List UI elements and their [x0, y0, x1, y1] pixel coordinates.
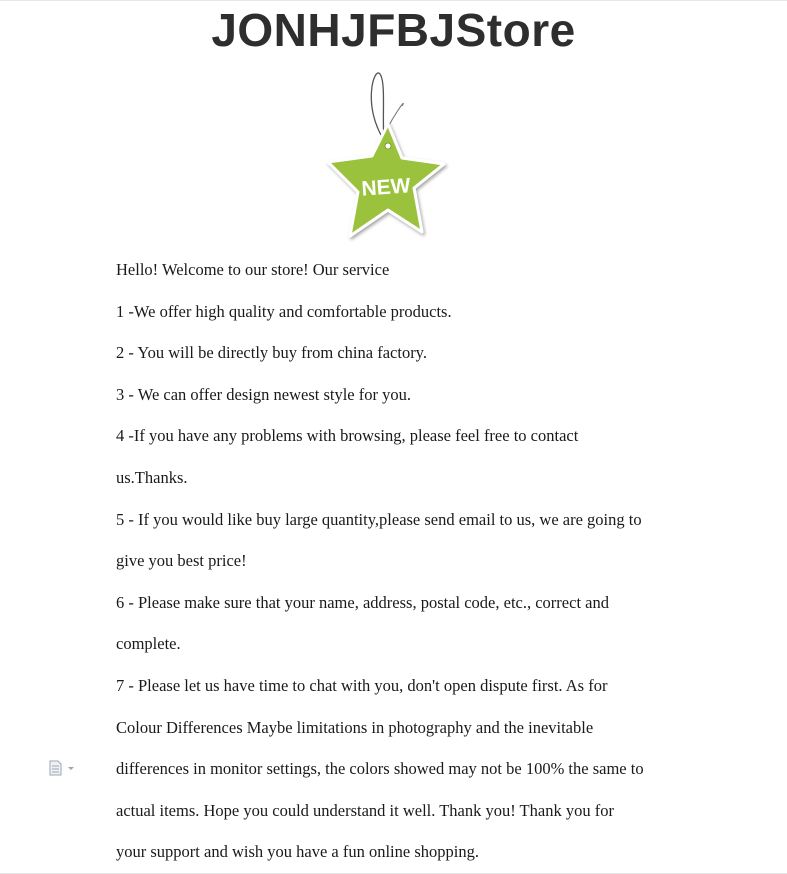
store-title: JONHJFBJStore [211, 4, 576, 56]
text-line: give you best price! [116, 551, 247, 571]
text-line: complete. [116, 634, 181, 654]
document-dropdown-icon[interactable] [49, 760, 79, 776]
text-line: differences in monitor settings, the colors showed may not be 100% the same to [116, 759, 644, 779]
text-line: 4 -If you have any problems with browsing, please feel free to contact [116, 426, 579, 446]
text-line: us.Thanks. [116, 467, 188, 487]
new-star-tag-icon [322, 66, 454, 246]
top-border [0, 0, 787, 1]
text-line: 3 - We can offer design newest style for you. [116, 384, 411, 404]
text-line: actual items. Hope you could understand it well. Thank you! Thank you for [116, 800, 614, 820]
text-line: 2 - You will be directly buy from china factory. [116, 343, 427, 363]
text-line: Hello! Welcome to our store! Our service [116, 260, 390, 279]
text-line: 5 - If you would like buy large quantity,please send email to us, we are going to [116, 509, 642, 529]
text-line: 7 - Please let us have time to chat with you, don't open dispute first. As for [116, 675, 608, 695]
store-welcome-text [116, 249, 686, 873]
text-line: 1 -We offer high quality and comfortable products. [116, 301, 452, 321]
new-tag-label: NEW [360, 174, 412, 201]
text-line: Colour Differences Maybe limitations in photography and the inevitable [116, 717, 594, 737]
text-line: 6 - Please make sure that your name, address, postal code, etc., correct and [116, 592, 609, 612]
text-line: your support and wish you have a fun online shopping. [116, 842, 479, 862]
